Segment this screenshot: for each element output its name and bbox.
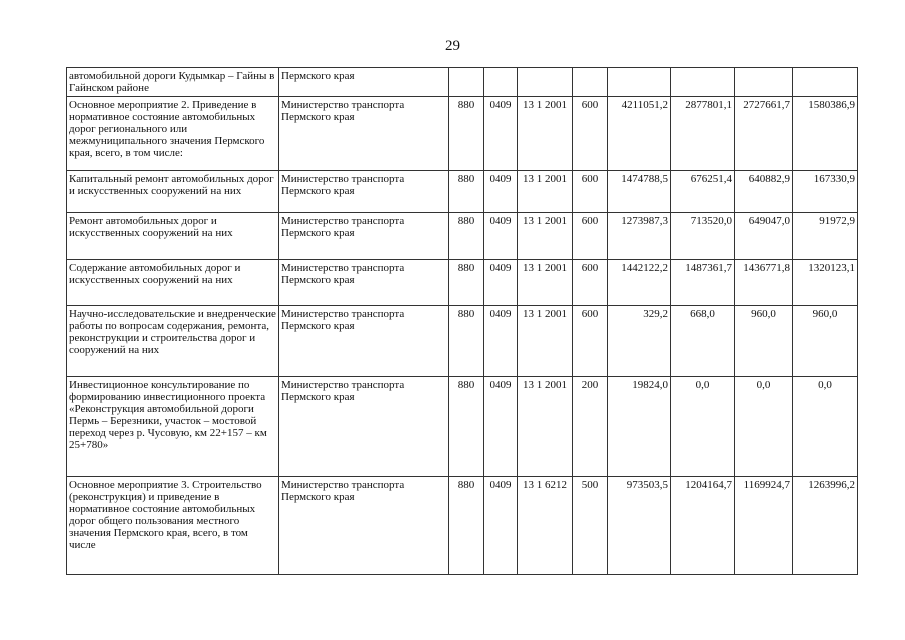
value-cell-2: 2877801,1: [671, 97, 735, 171]
executor-cell: Министерство транспорта Пермского края: [279, 477, 449, 575]
value-cell-2: [671, 68, 735, 97]
table-row: [67, 97, 858, 171]
value-cell-1: [608, 68, 671, 97]
activity-name-cell: Основное мероприятие 2. Приведение в нормативное состояние автомобильных дорог регионального или межмуниципального значения Пермского края, всего, в том числе:: [67, 97, 279, 171]
activity-name-cell: Основное мероприятие 3. Строительство (реконструкция) и приведение в нормативное состояние автомобильных дорог общего пользования местного значения Пермского края, всего, в том числе: [67, 477, 279, 575]
activity-name-cell: Ремонт автомобильных дорог и искусственных сооружений на них: [67, 213, 279, 260]
target-code-cell: 13 1 2001: [518, 171, 573, 213]
target-code-cell: 13 1 6212: [518, 477, 573, 575]
executor-cell: Министерство транспорта Пермского края: [279, 97, 449, 171]
target-code-cell: 13 1 2001: [518, 260, 573, 306]
expense-type-cell: 600: [573, 260, 608, 306]
executor-cell: Министерство транспорта Пермского края: [279, 260, 449, 306]
admin-code-cell: 880: [449, 377, 484, 477]
section-code-cell: 0409: [484, 377, 518, 477]
value-cell-3: 960,0: [735, 306, 793, 377]
activity-name-cell: Содержание автомобильных дорог и искусственных сооружений на них: [67, 260, 279, 306]
value-cell-2: 713520,0: [671, 213, 735, 260]
page-number: 29: [445, 38, 460, 54]
section-code-cell: 0409: [484, 306, 518, 377]
value-cell-4: 1263996,2: [793, 477, 858, 575]
target-code-cell: [518, 68, 573, 97]
executor-cell: Министерство транспорта Пермского края: [279, 213, 449, 260]
value-cell-1: 973503,5: [608, 477, 671, 575]
value-cell-4: 167330,9: [793, 171, 858, 213]
section-code-cell: 0409: [484, 477, 518, 575]
value-cell-3: [735, 68, 793, 97]
table-row: [67, 68, 858, 97]
admin-code-cell: 880: [449, 260, 484, 306]
admin-code-cell: 880: [449, 97, 484, 171]
target-code-cell: 13 1 2001: [518, 213, 573, 260]
admin-code-cell: 880: [449, 171, 484, 213]
expense-type-cell: 600: [573, 97, 608, 171]
table-row: [67, 171, 858, 213]
executor-cell: Пермского края: [279, 68, 449, 97]
expense-type-cell: 600: [573, 213, 608, 260]
value-cell-4: 91972,9: [793, 213, 858, 260]
value-cell-3: 640882,9: [735, 171, 793, 213]
table-row: [67, 213, 858, 260]
expense-type-cell: 200: [573, 377, 608, 477]
section-code-cell: 0409: [484, 171, 518, 213]
target-code-cell: 13 1 2001: [518, 306, 573, 377]
executor-cell: Министерство транспорта Пермского края: [279, 377, 449, 477]
admin-code-cell: 880: [449, 477, 484, 575]
value-cell-1: 1273987,3: [608, 213, 671, 260]
value-cell-1: 1474788,5: [608, 171, 671, 213]
section-code-cell: 0409: [484, 260, 518, 306]
expense-type-cell: 600: [573, 306, 608, 377]
section-code-cell: [484, 68, 518, 97]
table-row: [67, 306, 858, 377]
value-cell-3: 1169924,7: [735, 477, 793, 575]
table-row: [67, 260, 858, 306]
section-code-cell: 0409: [484, 97, 518, 171]
table-row: [67, 377, 858, 477]
admin-code-cell: 880: [449, 306, 484, 377]
value-cell-4: 960,0: [793, 306, 858, 377]
value-cell-2: 1487361,7: [671, 260, 735, 306]
value-cell-3: 649047,0: [735, 213, 793, 260]
table-row: [67, 477, 858, 575]
executor-cell: Министерство транспорта Пермского края: [279, 306, 449, 377]
activity-name-cell: автомобильной дороги Кудымкар – Гайны в Гайнском районе: [67, 68, 279, 97]
activity-name-cell: Капитальный ремонт автомобильных дорог и искусственных сооружений на них: [67, 171, 279, 213]
value-cell-3: 0,0: [735, 377, 793, 477]
executor-cell: Министерство транспорта Пермского края: [279, 171, 449, 213]
expense-type-cell: 500: [573, 477, 608, 575]
value-cell-1: 19824,0: [608, 377, 671, 477]
value-cell-2: 676251,4: [671, 171, 735, 213]
value-cell-4: [793, 68, 858, 97]
admin-code-cell: 880: [449, 213, 484, 260]
budget-table: [66, 67, 858, 575]
target-code-cell: 13 1 2001: [518, 97, 573, 171]
admin-code-cell: [449, 68, 484, 97]
value-cell-2: 668,0: [671, 306, 735, 377]
value-cell-1: 329,2: [608, 306, 671, 377]
value-cell-3: 1436771,8: [735, 260, 793, 306]
value-cell-1: 1442122,2: [608, 260, 671, 306]
target-code-cell: 13 1 2001: [518, 377, 573, 477]
expense-type-cell: [573, 68, 608, 97]
activity-name-cell: Научно-исследовательские и внедренческие работы по вопросам содержания, ремонта, реконструкции и строительства дорог и сооружений на них: [67, 306, 279, 377]
value-cell-4: 1580386,9: [793, 97, 858, 171]
value-cell-2: 0,0: [671, 377, 735, 477]
value-cell-2: 1204164,7: [671, 477, 735, 575]
value-cell-1: 4211051,2: [608, 97, 671, 171]
value-cell-4: 0,0: [793, 377, 858, 477]
activity-name-cell: Инвестиционное консультирование по формированию инвестиционного проекта «Реконструкция автомобильной дороги Пермь – Березники, участок – мостовой переход через р. Чусовую, км 22+157 – км 25+780»: [67, 377, 279, 477]
value-cell-3: 2727661,7: [735, 97, 793, 171]
section-code-cell: 0409: [484, 213, 518, 260]
value-cell-4: 1320123,1: [793, 260, 858, 306]
expense-type-cell: 600: [573, 171, 608, 213]
